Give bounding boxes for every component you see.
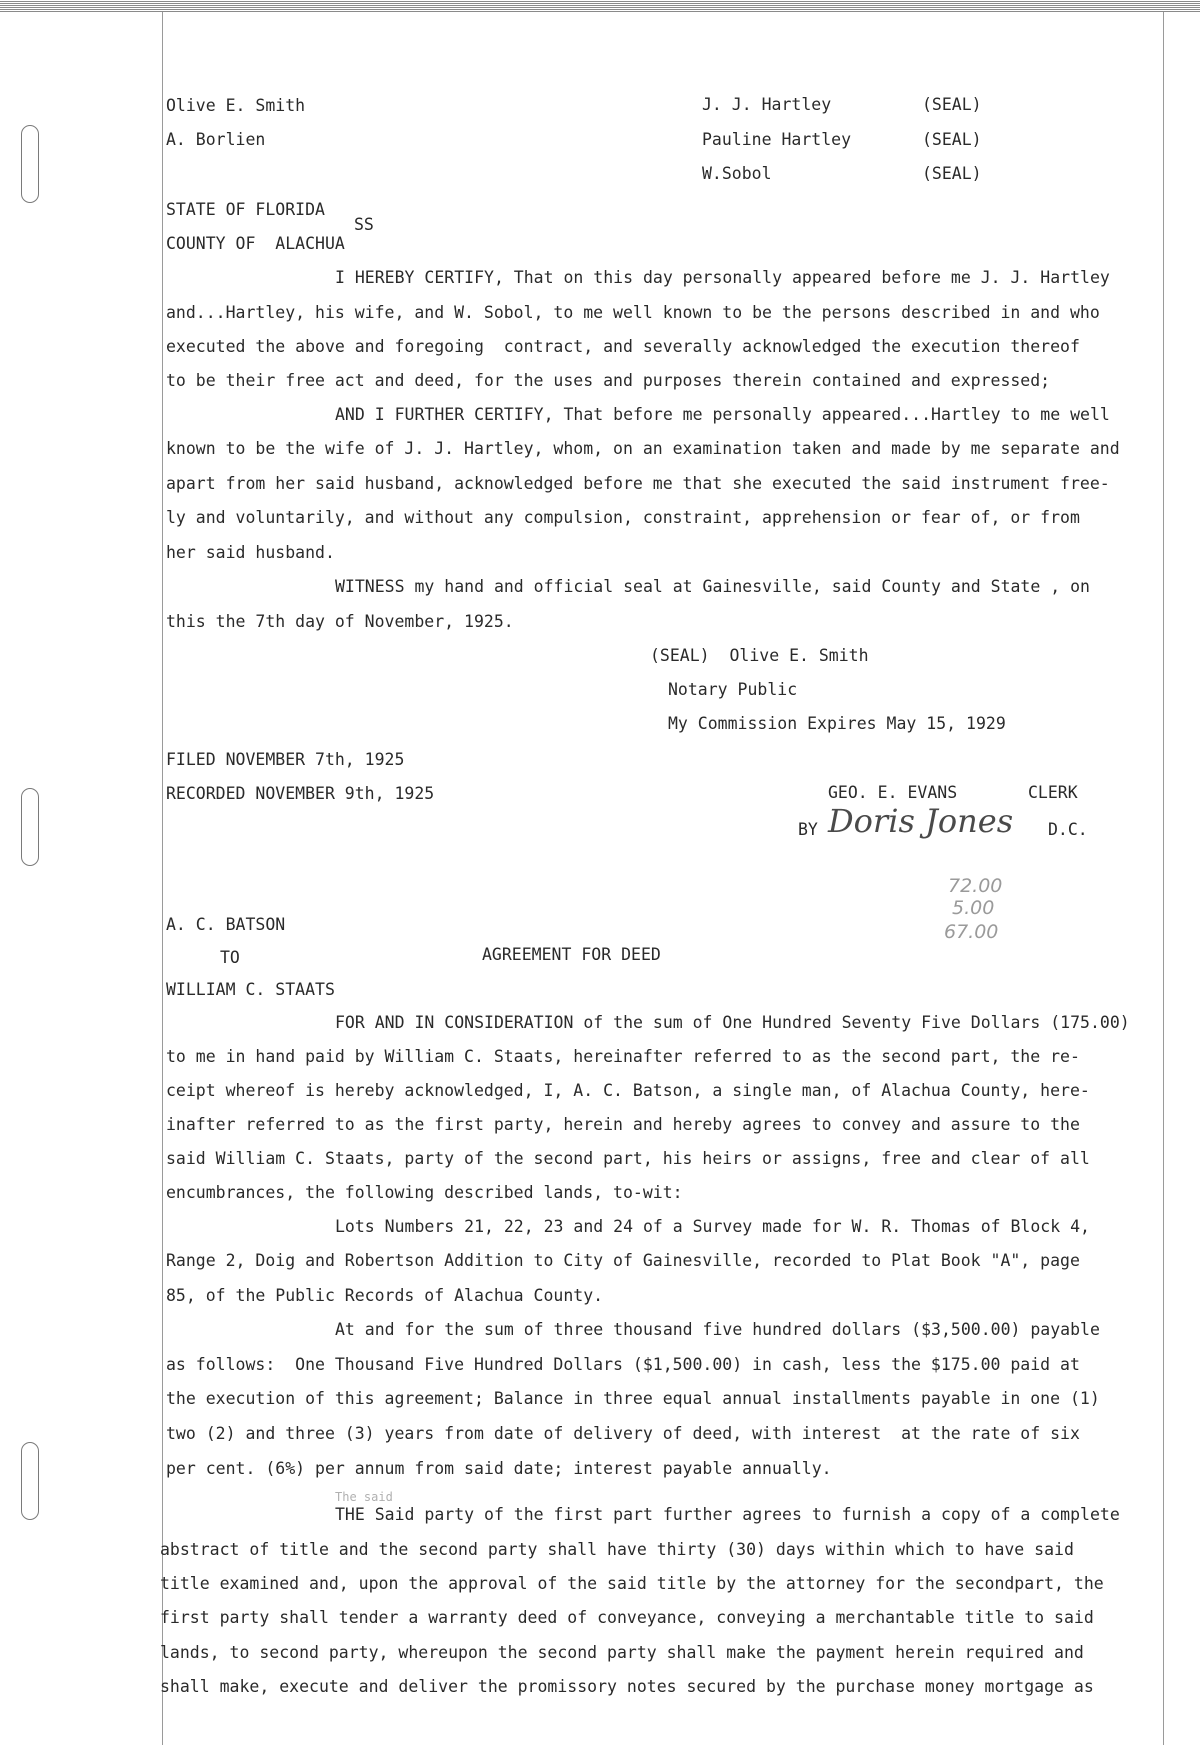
- certificate-line: ly and voluntarily, and without any compulsion, constraint, apprehension or fear of, or from: [166, 508, 1080, 527]
- certificate-line: I HEREBY CERTIFY, That on this day personally appeared before me J. J. Hartley: [335, 268, 1110, 287]
- left-margin-line: [162, 12, 163, 1745]
- pencil-note: 72.00: [948, 875, 1003, 897]
- notary-seal-name: (SEAL) Olive E. Smith: [650, 646, 869, 665]
- grantee-name: WILLIAM C. STAATS: [166, 980, 335, 999]
- deputy-title: D.C.: [1048, 820, 1088, 839]
- venue-ss: SS: [354, 215, 374, 234]
- deputy-signature: Doris Jones: [828, 802, 1014, 840]
- agreement-line: 85, of the Public Records of Alachua County.: [166, 1286, 604, 1305]
- certificate-line: her said husband.: [166, 543, 335, 562]
- venue-county: COUNTY OF ALACHUA: [166, 234, 345, 253]
- certificate-line: known to be the wife of J. J. Hartley, whom, on an examination taken and made by me separate and: [166, 439, 1120, 458]
- witness-name: A. Borlien: [166, 130, 266, 149]
- agreement-line: inafter referred to as the first party, herein and hereby agrees to convey and assure to the: [166, 1115, 1080, 1134]
- certificate-line: apart from her said husband, acknowledged before me that she executed the said instrument free-: [166, 474, 1110, 493]
- notary-commission: My Commission Expires May 15, 1929: [668, 714, 1006, 733]
- grantor-name: A. C. BATSON: [166, 915, 286, 934]
- clerk-title: CLERK: [1028, 783, 1078, 802]
- agreement-line: as follows: One Thousand Five Hundred Dollars ($1,500.00) in cash, less the $175.00 paid at: [166, 1355, 1080, 1374]
- agreement-line: ceipt whereof is hereby acknowledged, I, A. C. Batson, a single man, of Alachua County, here-: [166, 1081, 1090, 1100]
- faint-overtype: The said: [335, 1490, 393, 1504]
- recorded-date: RECORDED NOVEMBER 9th, 1925: [166, 784, 435, 803]
- certificate-line: executed the above and foregoing contract, and severally acknowledged the execution thereof: [166, 337, 1080, 356]
- agreement-line: per cent. (6%) per annum from said date; interest payable annually.: [166, 1459, 832, 1478]
- agreement-line: encumbrances, the following described lands, to-wit:: [166, 1183, 683, 1202]
- certificate-line: this the 7th day of November, 1925.: [166, 612, 514, 631]
- agreement-line: abstract of title and the second party shall have thirty (30) days within which to have said: [160, 1540, 1074, 1559]
- agreement-line: lands, to second party, whereupon the second party shall make the payment herein required and: [160, 1643, 1084, 1662]
- certificate-line: WITNESS my hand and official seal at Gainesville, said County and State , on: [335, 577, 1090, 596]
- signer-name: J. J. Hartley: [702, 95, 832, 114]
- binder-hole-middle: [21, 788, 39, 866]
- agreement-line: THE Said party of the first part further agrees to furnish a copy of a complete: [335, 1505, 1120, 1524]
- agreement-title: AGREEMENT FOR DEED: [482, 945, 661, 964]
- filed-date: FILED NOVEMBER 7th, 1925: [166, 750, 405, 769]
- certificate-line: and...Hartley, his wife, and W. Sobol, to me well known to be the persons described in and who: [166, 303, 1100, 322]
- certificate-line: AND I FURTHER CERTIFY, That before me personally appeared...Hartley to me well: [335, 405, 1110, 424]
- agreement-line: shall make, execute and deliver the promissory notes secured by the purchase money mortgage as: [160, 1677, 1094, 1696]
- venue-state: STATE OF FLORIDA: [166, 200, 325, 219]
- signer-name: W.Sobol: [702, 164, 772, 183]
- signer-name: Pauline Hartley: [702, 130, 852, 149]
- by-label: BY: [798, 820, 818, 839]
- binder-hole-bottom: [21, 1442, 39, 1520]
- agreement-line: two (2) and three (3) years from date of delivery of deed, with interest at the rate of six: [166, 1424, 1080, 1443]
- seal-mark: (SEAL): [922, 95, 982, 114]
- seal-mark: (SEAL): [922, 130, 982, 149]
- witness-name: Olive E. Smith: [166, 96, 306, 115]
- notary-title: Notary Public: [668, 680, 798, 699]
- page-top-edge: [0, 0, 1200, 12]
- agreement-line: to me in hand paid by William C. Staats, hereinafter referred to as the second part, the re-: [166, 1047, 1080, 1066]
- agreement-line: the execution of this agreement; Balance in three equal annual installments payable in one (1): [166, 1389, 1100, 1408]
- certificate-line: to be their free act and deed, for the uses and purposes therein contained and expressed;: [166, 371, 1051, 390]
- agreement-line: At and for the sum of three thousand five hundred dollars ($3,500.00) payable: [335, 1320, 1100, 1339]
- pencil-note: 5.00: [952, 897, 995, 919]
- agreement-line: title examined and, upon the approval of the said title by the attorney for the secondpart, the: [160, 1574, 1104, 1593]
- agreement-line: Lots Numbers 21, 22, 23 and 24 of a Survey made for W. R. Thomas of Block 4,: [335, 1217, 1090, 1236]
- pencil-note: 67.00: [944, 921, 999, 943]
- agreement-line: FOR AND IN CONSIDERATION of the sum of One Hundred Seventy Five Dollars (175.00): [335, 1013, 1130, 1032]
- right-margin-line: [1163, 12, 1164, 1745]
- binder-hole-top: [21, 125, 39, 203]
- clerk-name: GEO. E. EVANS: [828, 783, 958, 802]
- seal-mark: (SEAL): [922, 164, 982, 183]
- agreement-to: TO: [220, 948, 240, 967]
- agreement-line: first party shall tender a warranty deed of conveyance, conveying a merchantable title to said: [160, 1608, 1094, 1627]
- agreement-line: said William C. Staats, party of the second part, his heirs or assigns, free and clear of all: [166, 1149, 1090, 1168]
- agreement-line: Range 2, Doig and Robertson Addition to City of Gainesville, recorded to Plat Book "A", page: [166, 1251, 1080, 1270]
